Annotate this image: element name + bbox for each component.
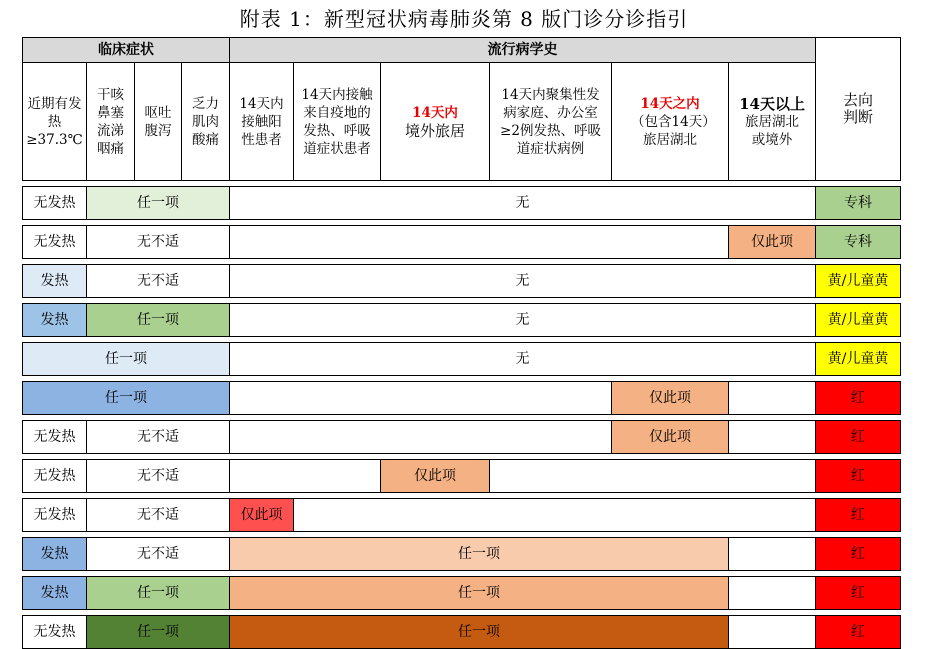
row-epi: 无 xyxy=(230,343,816,376)
row-only: 仅此项 xyxy=(230,499,294,532)
row-dest: 专科 xyxy=(816,226,901,259)
row-fever: 发热 xyxy=(23,304,87,337)
row-only: 仅此项 xyxy=(612,421,729,454)
header-history-6-text: 旅居湖北或境外 xyxy=(745,113,799,148)
table-row xyxy=(23,499,901,532)
header-symptom-fatigue-text: 乏力肌肉酸痛 xyxy=(192,95,219,148)
row-epi-empty xyxy=(294,499,816,532)
header-symptom-fatigue xyxy=(182,63,230,181)
header-history-2-text: 14天内接触来自疫地的发热、呼吸道症状患者 xyxy=(301,86,373,157)
header-symptom-vomit-text: 呕吐腹泻 xyxy=(144,104,172,139)
table-row xyxy=(23,343,901,376)
row-symptoms: 任一项 xyxy=(87,577,230,610)
header-history-3-text: 境外旅居 xyxy=(404,121,465,140)
row-epi-empty xyxy=(230,382,612,415)
triage-table xyxy=(22,37,901,649)
row-dest: 黄/儿童黄 xyxy=(816,343,901,376)
table-row xyxy=(23,616,901,649)
header-row-top xyxy=(23,38,901,63)
row-any: 任一项 xyxy=(230,538,729,571)
row-only: 仅此项 xyxy=(381,460,490,493)
row-symptoms: 任一项 xyxy=(23,343,230,376)
header-history-1 xyxy=(230,63,294,181)
header-symptom-fever-text: 近期有发热≥37.3℃ xyxy=(26,95,83,148)
row-symptoms: 任一项 xyxy=(87,187,230,220)
table-row xyxy=(23,382,901,415)
row-symptoms: 无不适 xyxy=(87,226,230,259)
header-dest-text: 去向判断 xyxy=(843,91,874,126)
row-dest: 红 xyxy=(816,499,901,532)
table-row xyxy=(23,577,901,610)
row-fever: 发热 xyxy=(23,265,87,298)
header-dest xyxy=(816,38,901,181)
row-fever: 发热 xyxy=(23,538,87,571)
row-epi: 无 xyxy=(230,265,816,298)
row-fever: 无发热 xyxy=(23,460,87,493)
row-fever: 发热 xyxy=(23,577,87,610)
row-fever: 无发热 xyxy=(23,187,87,220)
header-epi: 流行病学史 xyxy=(230,38,816,63)
row-epi-empty xyxy=(230,460,381,493)
row-epi-empty xyxy=(729,382,816,415)
row-dest: 黄/儿童黄 xyxy=(816,304,901,337)
row-dest: 红 xyxy=(816,421,901,454)
row-only: 仅此项 xyxy=(729,226,816,259)
row-dest: 专科 xyxy=(816,187,901,220)
page-title: 附表 1：新型冠状病毒肺炎第 8 版门诊分诊指引 xyxy=(239,7,689,31)
row-symptoms: 无不适 xyxy=(87,499,230,532)
row-epi: 无 xyxy=(230,187,816,220)
table-row xyxy=(23,187,901,220)
header-symptom-cough xyxy=(87,63,135,181)
row-epi-empty xyxy=(230,421,612,454)
row-any: 任一项 xyxy=(230,616,729,649)
row-dest: 红 xyxy=(816,616,901,649)
header-history-3 xyxy=(381,63,490,181)
row-symptoms: 任一项 xyxy=(23,382,230,415)
table-row xyxy=(23,421,901,454)
header-history-6 xyxy=(729,63,816,181)
row-epi-empty xyxy=(490,460,816,493)
header-history-1-text: 14天内接触阳性患者 xyxy=(239,95,284,148)
header-history-5-red: 14天之内 xyxy=(640,95,700,112)
table-row xyxy=(23,265,901,298)
row-dest: 黄/儿童黄 xyxy=(816,265,901,298)
header-history-6-bold: 14天以上 xyxy=(739,94,805,113)
row-symptoms: 无不适 xyxy=(87,265,230,298)
header-symptom-fever xyxy=(23,63,87,181)
row-epi-empty xyxy=(729,421,816,454)
row-epi-empty xyxy=(729,577,816,610)
row-epi-empty xyxy=(729,538,816,571)
row-symptoms: 无不适 xyxy=(87,460,230,493)
header-history-4 xyxy=(490,63,612,181)
row-epi-empty xyxy=(729,616,816,649)
header-clinical: 临床症状 xyxy=(23,38,230,63)
row-epi: 无 xyxy=(230,304,816,337)
row-symptoms: 无不适 xyxy=(87,538,230,571)
row-fever: 无发热 xyxy=(23,226,87,259)
table-row xyxy=(23,226,901,259)
header-history-4-text: 14天内聚集性发病家庭、办公室≥2例发热、呼吸道症状病例 xyxy=(500,86,601,157)
row-dest: 红 xyxy=(816,460,901,493)
header-history-5-text: （包含14天）旅居湖北 xyxy=(631,113,709,148)
row-dest: 红 xyxy=(816,382,901,415)
table-row xyxy=(23,460,901,493)
header-row-sub xyxy=(23,63,901,181)
table-row xyxy=(23,304,901,337)
row-symptoms: 任一项 xyxy=(87,616,230,649)
row-only: 仅此项 xyxy=(612,382,729,415)
row-symptoms: 无不适 xyxy=(87,421,230,454)
row-fever: 无发热 xyxy=(23,499,87,532)
row-dest: 红 xyxy=(816,538,901,571)
row-dest: 红 xyxy=(816,577,901,610)
header-history-2 xyxy=(294,63,381,181)
header-symptom-cough-text: 干咳鼻塞流涕咽痛 xyxy=(97,86,124,157)
table-row xyxy=(23,538,901,571)
row-fever: 无发热 xyxy=(23,421,87,454)
row-symptoms: 任一项 xyxy=(87,304,230,337)
header-history-5 xyxy=(612,63,729,181)
row-fever: 无发热 xyxy=(23,616,87,649)
row-epi-empty xyxy=(230,226,729,259)
header-symptom-vomit xyxy=(135,63,182,181)
header-history-3-red: 14天内 xyxy=(412,104,458,121)
row-any: 任一项 xyxy=(230,577,729,610)
